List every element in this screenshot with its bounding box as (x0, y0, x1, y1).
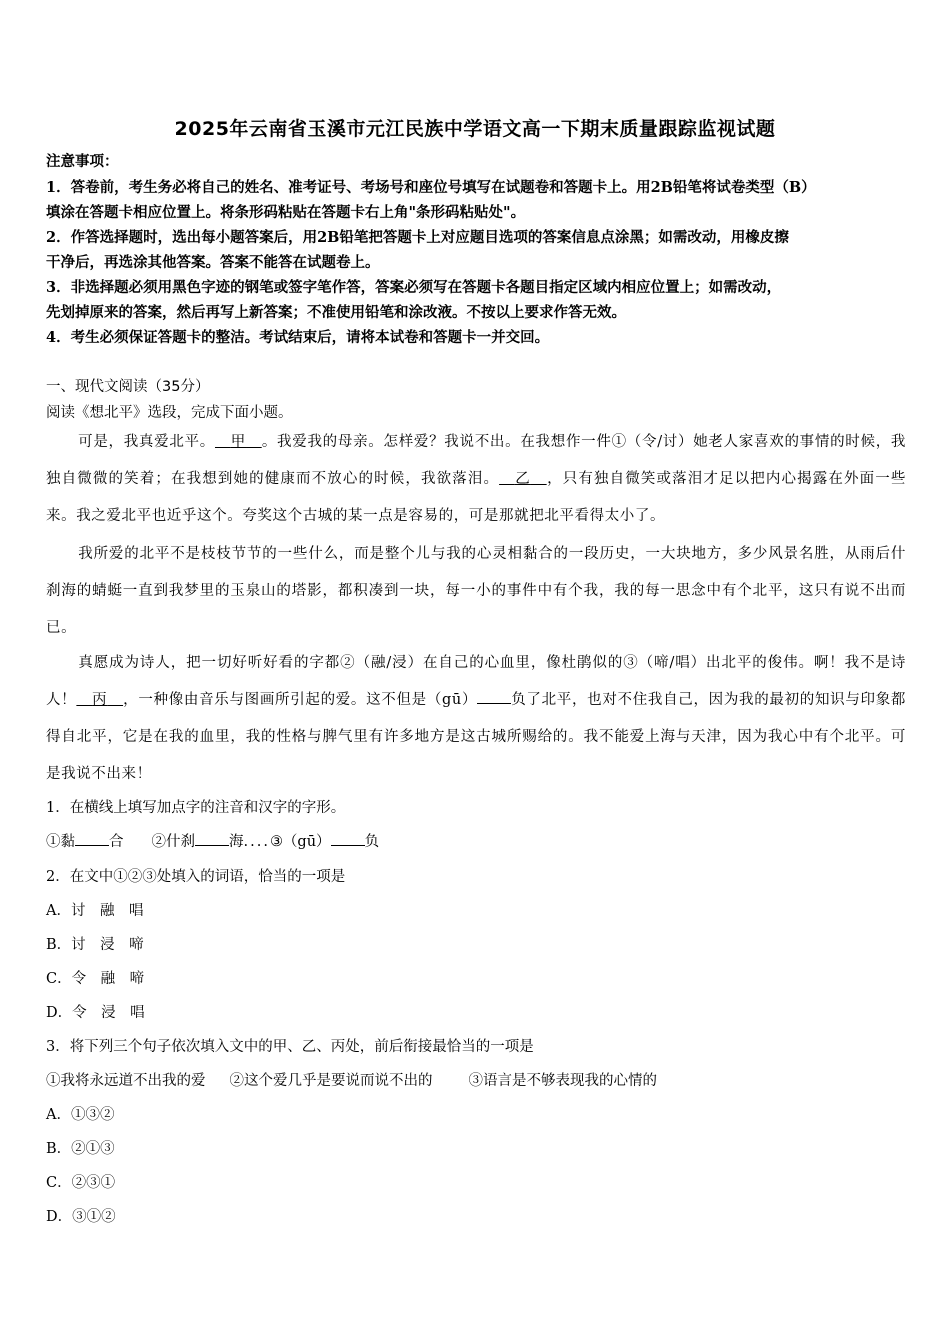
blank-bing (76, 692, 123, 708)
notice-line: 1．答卷前，考生务必将自己的姓名、准考证号、考场号和座位号填写在试题卷和答题卡上。用2B铅笔将试卷类型（B） (46, 179, 816, 196)
question-3-option: A．①③② (46, 1107, 115, 1123)
q1-item: 合 (109, 834, 124, 850)
question-3-option: C．②③① (46, 1175, 116, 1191)
q1-item: ②什刹 (151, 834, 195, 850)
question-2-option: C．令 融 啼 (46, 971, 145, 987)
question-1-items (46, 830, 379, 851)
question-2-stem: 2．在文中①②③处填入的词语，恰当的一项是 (46, 869, 346, 885)
question-2-option: B．讨 浸 啼 (46, 937, 144, 953)
q3-sentence: ①我将永远道不出我的爱 (46, 1073, 206, 1089)
notice-line: 填涂在答题卡相应位置上。将条形码粘贴在答题卡右上角"条形码粘贴处"。 (46, 204, 526, 221)
passage-paragraph-1 (46, 424, 906, 535)
blank-label: 乙 (514, 471, 531, 487)
blank-label: 丙 (92, 692, 108, 708)
question-2-option: A．讨 融 唱 (46, 903, 144, 919)
passage-text: 。我爱我的母亲。怎样爱？我说不出。在我想作一件①（令/讨）她老人家喜欢的事情的时候，我独自微微的笑着；在我想到她的健康而不放心的时候，我欲落泪。 (46, 434, 907, 487)
passage-text: 可是，我真爱北平。 (78, 434, 215, 450)
notice-line: 2．作答选择题时，选出每小题答案后，用2B铅笔把答题卡上对应题目选项的答案信息点涂黑；如需改动，用橡皮擦 (46, 229, 789, 246)
answer-blank (331, 831, 365, 846)
question-3-sentences (46, 1069, 657, 1090)
q1-item: ③（gū） (269, 834, 331, 850)
question-3-stem: 3．将下列三个句子依次填入文中的甲、乙、丙处，前后衔接最恰当的一项是 (46, 1039, 534, 1055)
passage-text: 我所爱的北平不是枝枝节节的一些什么，而是整个儿与我的心灵相黏合的一段历史，一大块地方，多少风景名胜，从雨后什刹海的蜻蜓一直到我梦里的玉泉山的塔影，都积凑到一块，每一小的事件中有个我，我的每一思念中有个北平，这只有说不出而已。 (46, 546, 906, 636)
q1-item: 负 (364, 834, 380, 850)
passage-text: 负了北平，也对不住我自己，因为我的最初的知识与印象都得自北平，它是在我的血里，我的性格与脾气里有许多地方是这古城所赐给的。我不能爱上海与天津，因为我心中有个北平。可是我说不出来！ (46, 692, 906, 782)
passage-text: ，只有独自微笑或落泪才足以把内心揭露在外面一些来。我之爱北平也近乎这个。夸奖这个古城的某一点是容易的，可是那就把北平看得太小了。 (46, 471, 906, 524)
notice-line: 先划掉原来的答案，然后再写上新答案；不准使用铅笔和涂改液。不按以上要求作答无效。 (46, 304, 626, 321)
notice-line: 干净后，再选涂其他答案。答案不能答在试题卷上。 (46, 254, 380, 271)
q3-sentence: ②这个爱几乎是要说而说不出的 (229, 1073, 433, 1089)
answer-blank (195, 831, 229, 846)
page-title: 2025年云南省玉溪市元江民族中学语文高一下期末质量跟踪监视试题 (174, 118, 776, 140)
answer-blank (75, 831, 109, 846)
section-intro: 阅读《想北平》选段，完成下面小题。 (46, 405, 293, 421)
q3-sentence: ③语言是不够表现我的心情的 (468, 1073, 657, 1089)
blank-label: 甲 (230, 434, 247, 450)
blank-yi (499, 471, 547, 487)
emphasis-dots: .... (243, 834, 270, 850)
question-3-option: D．③①② (46, 1209, 116, 1225)
question-1-stem: 1．在横线上填写加点字的注音和汉字的字形。 (46, 800, 346, 816)
passage-text: 真愿成为诗人，把一切好听好看的字都②（融/浸）在自己的心血里，像杜鹃似的③（啼/唱）出北平的俊伟。啊！我不是诗人！ (46, 655, 906, 708)
notice-line: 3．非选择题必须用黑色字迹的钢笔或签字笔作答，答案必须写在答题卡各题目指定区域内相应位置上；如需改动， (46, 279, 782, 296)
question-2-option: D．令 浸 唱 (46, 1005, 145, 1021)
q1-item: ①黏 (46, 834, 75, 850)
passage-text: ，一种像由音乐与图画所引起的爱。这不但是（gū） (123, 692, 478, 708)
notice-line: 4．考生必须保证答题卡的整洁。考试结束后，请将本试卷和答题卡一并交回。 (46, 329, 550, 346)
passage-paragraph-3 (46, 645, 906, 793)
notice-heading: 注意事项： (46, 153, 119, 170)
question-3-option: B．②①③ (46, 1141, 115, 1157)
blank-gu (477, 689, 511, 704)
q1-item: 海 (229, 834, 244, 850)
section-heading: 一、现代文阅读（35分） (46, 379, 210, 395)
passage-paragraph-2 (46, 536, 906, 647)
blank-jia (215, 434, 262, 450)
